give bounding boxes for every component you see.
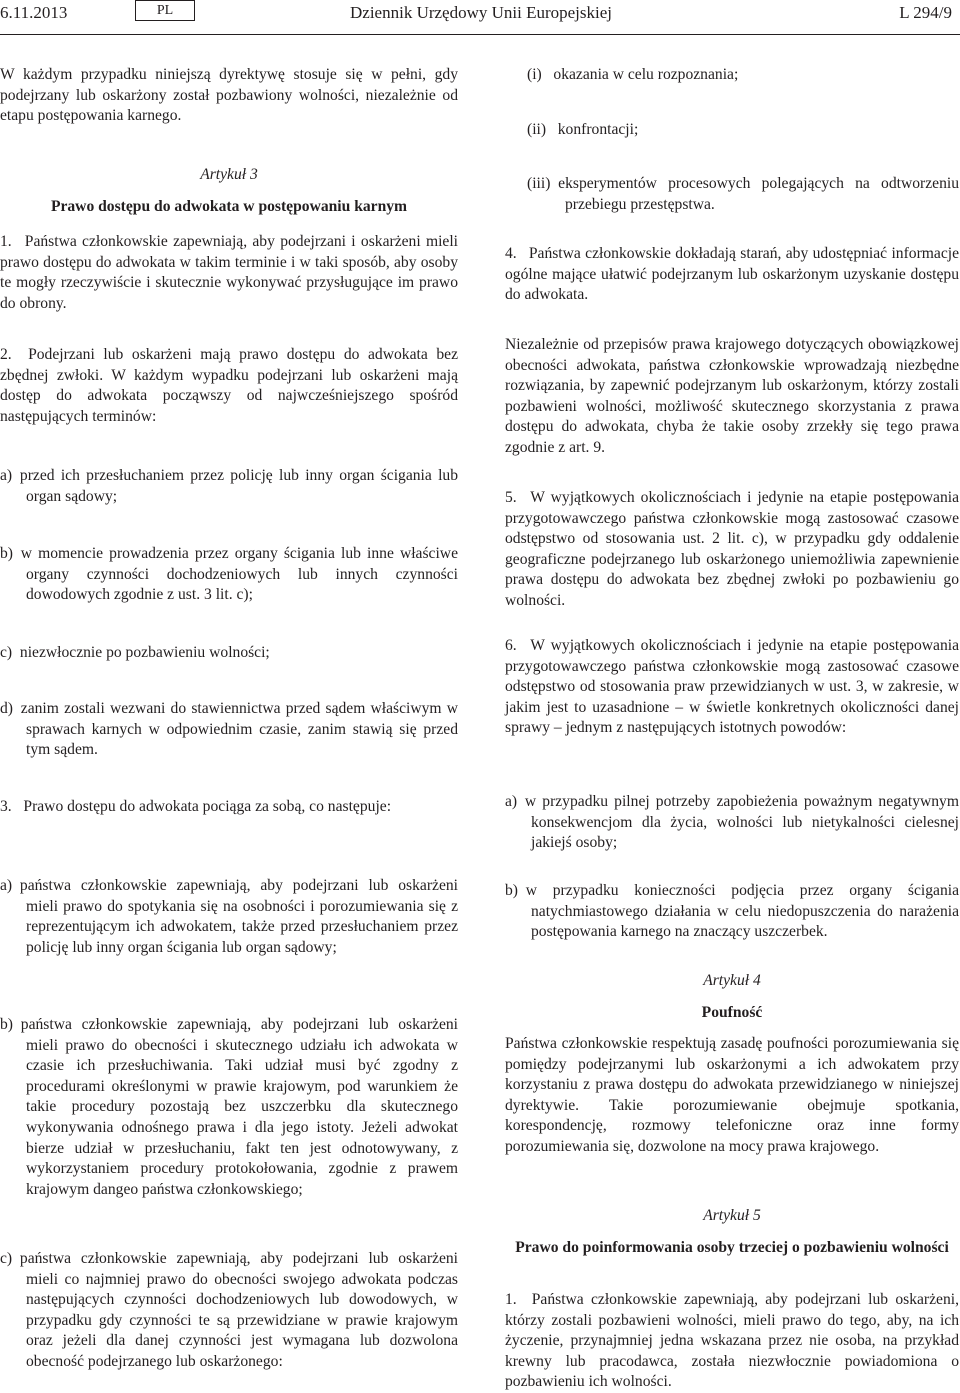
article-4-title: Poufność [701,1004,763,1021]
article-3-para-6-a: a) w przypadku pilnej potrzeby zapobieżenia poważnym negatywnym konsekwencjom dla życia, wolności lub nietykalności cielesnej jakiejś osoby; [505,793,959,852]
page-number: L 294/9 [899,3,952,22]
article-3-para-3-c: c) państwa członkowskie zapewniają, aby podejrzani lub oskarżeni mieli co najmniej prawo do obecności swojego adwokata podczas następujących czynności dochodzeniowych lub dowodowych, w przypadku gdy czynności te są przewidziane w prawie krajowym oraz jeżeli dla danej czynności jest wymagana lub dozwolona obecność podejrzanego lub oskarżonego: [0,1250,458,1370]
article-3-para-2: 2. Podejrzani lub oskarżeni mają prawo dostępu do adwokata bez zbędnej zwłoki. W każdym wypadku podejrzani lub oskarżeni mają dostęp do adwokata począwszy od najwcześniejszego spośród następujących terminów: [0,346,458,425]
page-header [0,0,960,38]
article-3-para-1: 1. Państwa członkowskie zapewniają, aby podejrzani i oskarżeni mieli prawo dostępu do adwokata w takim terminie i w taki sposób, aby osoby te mogły rzeczywiście i skutecznie wykonywać przysługujące im prawo do obrony. [0,233,458,312]
item-iii: (iii) eksperymentów procesowych polegających na odtworzeniu przebiegu przestępstwa. [527,175,959,213]
article-4-text: Państwa członkowskie respektują zasadę poufności porozumiewania się pomiędzy podejrzanymi lub oskarżonymi a ich adwokatem przy korzystaniu z prawa dostępu do adwokata przewidzianego w niniejszej dyrektywie. Takie porozumiewanie obejmuje spotkania, korespondencję, rozmowy telefoniczne oraz inne formy porozumiewania się, dozwolone na mocy prawa krajowego. [505,1035,959,1155]
header-rule [0,34,960,35]
item-i: (i) okazania w celu rozpoznania; [527,66,739,83]
article-3-para-5: 5. W wyjątkowych okolicznościach i jedynie na etapie postępowania przygotowawczego państwa członkowskie mogą zastosować czasowe odstępstwo od stosowania ust. 2 lit. c), w przypadku gdy oddalenie geograficzne podejrzanego lub oskarżonego uniemożliwia zapewnienie prawa dostępu do adwokata bez zbędnej zwłoki po pozbawieniu go wolności. [505,489,959,609]
article-3-para-6-b: b) w przypadku konieczności podjęcia przez organy ścigania natychmiastowego działania w celu niedopuszczenia do narażenia postępowania karnego na znaczący uszczerbek. [505,882,959,941]
article-3-label: Artykuł 3 [200,166,258,183]
article-5-title: Prawo do poinformowania osoby trzeciej o pozbawieniu wolności [515,1239,949,1256]
language-badge: PL [135,0,195,21]
article-4-label: Artykuł 4 [703,972,761,989]
article-3-para-4: 4. Państwa członkowskie dokładają starań, aby udostępniać informacje ogólne mające ułatwić podejrzanym lub oskarżonym uzyskanie dostępu do adwokata. [505,245,959,304]
journal-title: Dziennik Urzędowy Unii Europejskiej [350,3,613,22]
article-3-para-2-a: a) przed ich przesłuchaniem przez policję lub inny organ ścigania lub organ sądowy; [0,467,458,505]
article-5-label: Artykuł 5 [703,1207,761,1224]
article-3-para-2-c: c) niezwłocznie po pozbawieniu wolności; [0,644,270,661]
article-3-para-3-b: b) państwa członkowskie zapewniają, aby podejrzani lub oskarżeni mieli prawo do obecności i skutecznego udziału ich adwokata w czasie ich przesłuchiwania. Taki udział musi być zgodny z procedurami określonymi w prawie krajowym, pod warunkiem że takie procedury pozostają bez uszczerbku dla skutecznego wykonywania odnośnego prawa i dla jego istoty. Jeżeli adwokat bierze udział w przesłuchaniu, fakt ten jest odnotowywany, z wykorzystaniem procedury protokołowania, zgodnie z prawem krajowym dangeo państwa członkowskiego; [0,1016,458,1198]
article-5-para-1: 1. Państwa członkowskie zapewniają, aby podejrzani lub oskarżeni, którzy zostali pozbawieni wolności, mieli prawo do tego, aby, na ich życzenie, przynajmniej jedna wskazana przez nie osoba, na przykład krewny lub pracodawca, została niezwłocznie powiadomiona o pozbawieniu ich wolności. [505,1291,959,1391]
item-ii: (ii) konfrontacji; [527,121,639,138]
article-3-para-3: 3. Prawo dostępu do adwokata pociąga za sobą, co następuje: [0,798,392,815]
article-3-para-3-a: a) państwa członkowskie zapewniają, aby podejrzani lub oskarżeni mieli prawo do spotykania się na osobności i porozumiewania się z reprezentującym ich adwokatem, także przed przesłuchaniem przez policję lub inny organ ścigania lub organ sądowy; [0,877,458,956]
article-3-title: Prawo dostępu do adwokata w postępowaniu karnym [50,198,408,215]
article-3-para-4-cont: Niezależnie od przepisów prawa krajowego dotyczących obowiązkowej obecności adwokata, państwa członkowskie wprowadzają niezbędne rozwiązania, by zapewnić podejrzanym lub oskarżonym, którzy zostali pozbawieni wolności, możliwość skutecznego skorzystania z prawa dostępu do adwokata, chyba że takie osoby zrzekły się tego prawa zgodnie z art. 9. [505,336,959,456]
publication-date: 6.11.2013 [0,3,68,22]
article-3-para-2-b: b) w momencie prowadzenia przez organy ścigania lub inne właściwe organy czynności dochodzeniowych lub innych czynności dowodowych zgodnie z ust. 3 lit. c); [0,545,458,604]
article-3-para-6: 6. W wyjątkowych okolicznościach i jedynie na etapie postępowania przygotowawczego państwa członkowskie mogą zastosować czasowe odstępstwo od stosowania praw przewidzianych w ust. 3, w zakresie, w jakim jest to uzasadnione – w świetle konkretnych okoliczności danej sprawy – jednym z następujących istotnych powodów: [505,637,959,737]
article-3-para-2-d: d) zanim zostali wezwani do stawiennictwa przed sądem właściwym w sprawach karnych w odpowiednim czasie, zanim stawią się przed tym sądem. [0,700,458,759]
intro-paragraph: W każdym przypadku niniejszą dyrektywę stosuje się w pełni, gdy podejrzany lub oskarżony został pozbawiony wolności, niezależnie od etapu postępowania karnego. [0,66,458,125]
